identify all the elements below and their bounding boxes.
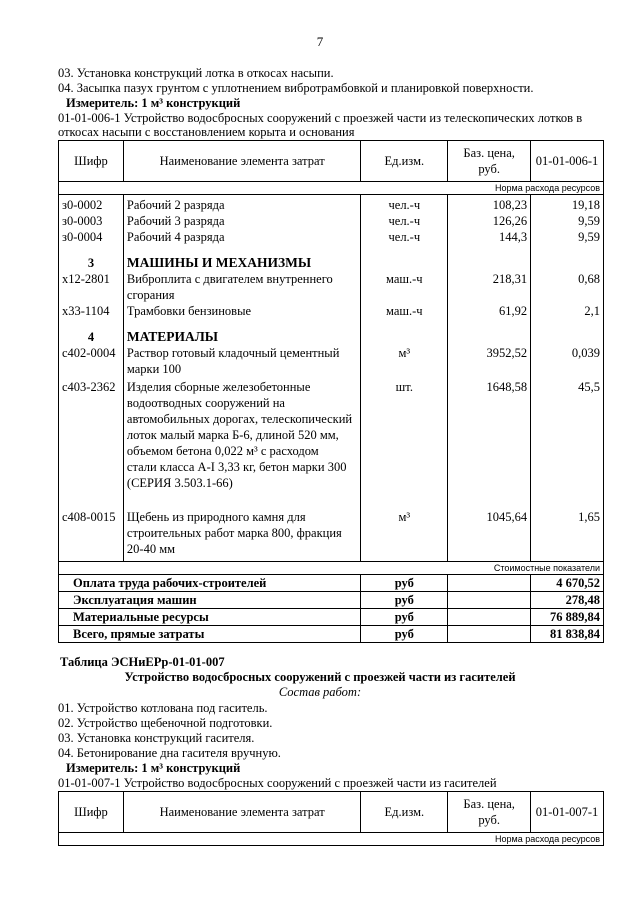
total-row [59,592,604,609]
resource-code: с408-0015 [59,509,124,562]
resource-row [59,195,604,214]
resource-name: Изделия сборные железобетонные водоотводных сооружений на автомобильных дорогах, телескопический лоток малый марка Б-6, длиной 520 мм, объемом бетона 0,022 м³ с расходом стали класса А-I 3,33 кг, бетон марки 300 (СЕРИЯ 3.503.1-66) [123,379,360,509]
resource-row [59,345,604,379]
resource-price: 61,92 [448,303,531,321]
resource-row [59,379,604,509]
total-spacer [448,609,531,626]
resource-row [59,303,604,321]
header-norm-code: 01-01-006-1 [531,141,604,182]
resource-name: Раствор готовый кладочный цементный марки 100 [123,345,360,379]
resource-name: МАШИНЫ И МЕХАНИЗМЫ [123,247,360,271]
resource-price: 1045,64 [448,509,531,562]
resource-unit: чел.-ч [361,195,448,214]
total-value: 81 838,84 [531,626,604,643]
work-step: 03. Установка конструкций гасителя. [58,731,255,745]
resource-price: 3952,52 [448,345,531,379]
header-name: Наименование элемента затрат [123,141,360,182]
work-step: 02. Устройство щебеночной подготовки. [58,716,273,730]
work-step: 01. Устройство котлована под гаситель. [58,701,268,715]
total-unit: руб [361,592,448,609]
resource-quantity [531,321,604,345]
item-description-2: 01-01-007-1 Устройство водосбросных сооружений с проезжей части из гасителей [58,776,497,790]
header-unit: Ед.изм. [361,141,448,182]
resource-quantity: 0,68 [531,271,604,303]
resource-code: х12-2801 [59,271,124,303]
resource-unit [361,321,448,345]
resource-quantity: 0,039 [531,345,604,379]
resource-price [448,247,531,271]
resource-unit: маш.-ч [361,271,448,303]
resource-name: МАТЕРИАЛЫ [123,321,360,345]
header-code: Шифр [59,792,124,833]
item-description-line1: 01-01-006-1 Устройство водосбросных сооружений с проезжей части из телескопических лотков в [58,111,583,125]
resource-quantity: 2,1 [531,303,604,321]
resource-table-006 [58,140,604,643]
resource-quantity: 19,18 [531,195,604,214]
total-unit: руб [361,575,448,592]
composition-heading: Состав работ: [278,685,362,699]
resource-code: 4 [59,321,124,345]
item-description-line2: откосах насыпи с восстановлением корыта и основания [58,125,355,139]
resource-unit [361,247,448,271]
total-label: Оплата труда рабочих-строителей [59,575,361,592]
resource-price: 126,26 [448,213,531,229]
norm-caption: Норма расхода ресурсов [59,182,604,195]
resource-name: Рабочий 2 разряда [123,195,360,214]
total-unit: руб [361,609,448,626]
work-step: 04. Бетонирование дна гасителя вручную. [58,746,281,760]
resource-row [59,509,604,562]
resource-price: 108,23 [448,195,531,214]
header-price: Баз. цена, руб. [448,141,531,182]
resource-name: Трамбовки бензиновые [123,303,360,321]
resource-code: з0-0004 [59,229,124,247]
total-row [59,609,604,626]
resource-quantity: 9,59 [531,229,604,247]
page-number: 7 [316,34,324,49]
resource-table-007 [58,791,604,846]
resource-unit: чел.-ч [361,229,448,247]
header-unit: Ед.изм. [361,792,448,833]
resource-quantity: 9,59 [531,213,604,229]
resource-row [59,271,604,303]
resource-code: з0-0002 [59,195,124,214]
total-label: Материальные ресурсы [59,609,361,626]
resource-unit: маш.-ч [361,303,448,321]
resource-unit: шт. [361,379,448,509]
cost-caption: Стоимостные показатели [59,562,604,575]
resource-quantity: 45,5 [531,379,604,509]
total-spacer [448,592,531,609]
header-code: Шифр [59,141,124,182]
resource-name: Рабочий 3 разряда [123,213,360,229]
section-title: Устройство водосбросных сооружений с проезжей части из гасителей [124,670,516,684]
resource-name: Рабочий 4 разряда [123,229,360,247]
norm-caption: Норма расхода ресурсов [59,833,604,846]
resource-unit: м³ [361,509,448,562]
resource-code: х33-1104 [59,303,124,321]
section-row [59,321,604,345]
resource-code: 3 [59,247,124,271]
resource-code: с402-0004 [59,345,124,379]
resource-quantity: 1,65 [531,509,604,562]
total-value: 278,48 [531,592,604,609]
resource-unit: м³ [361,345,448,379]
resource-code: с403-2362 [59,379,124,509]
resource-name: Щебень из природного камня для строительных работ марка 800, фракция 20-40 мм [123,509,360,562]
header-price: Баз. цена, руб. [448,792,531,833]
total-unit: руб [361,626,448,643]
resource-row [59,213,604,229]
work-step-04: 04. Засыпка пазух грунтом с уплотнением вибротрамбовкой и планировкой поверхности. [58,81,534,95]
total-row [59,626,604,643]
resource-price [448,321,531,345]
resource-name: Виброплита с двигателем внутреннего сгорания [123,271,360,303]
section-row [59,247,604,271]
table-title: Таблица ЭСНиЕРр-01-01-007 [60,655,225,669]
measure-unit: Измеритель: 1 м³ конструкций [66,96,241,110]
resource-price: 1648,58 [448,379,531,509]
total-label: Эксплуатация машин [59,592,361,609]
resource-code: з0-0003 [59,213,124,229]
resource-price: 144,3 [448,229,531,247]
total-value: 4 670,52 [531,575,604,592]
resource-unit: чел.-ч [361,213,448,229]
total-spacer [448,626,531,643]
total-value: 76 889,84 [531,609,604,626]
header-norm-code: 01-01-007-1 [531,792,604,833]
resource-price: 218,31 [448,271,531,303]
header-name: Наименование элемента затрат [123,792,361,833]
total-label: Всего, прямые затраты [59,626,361,643]
measure-unit-2: Измеритель: 1 м³ конструкций [66,761,241,775]
resource-row [59,229,604,247]
work-step-03: 03. Установка конструкций лотка в откосах насыпи. [58,66,334,80]
resource-quantity [531,247,604,271]
total-row [59,575,604,592]
total-spacer [448,575,531,592]
